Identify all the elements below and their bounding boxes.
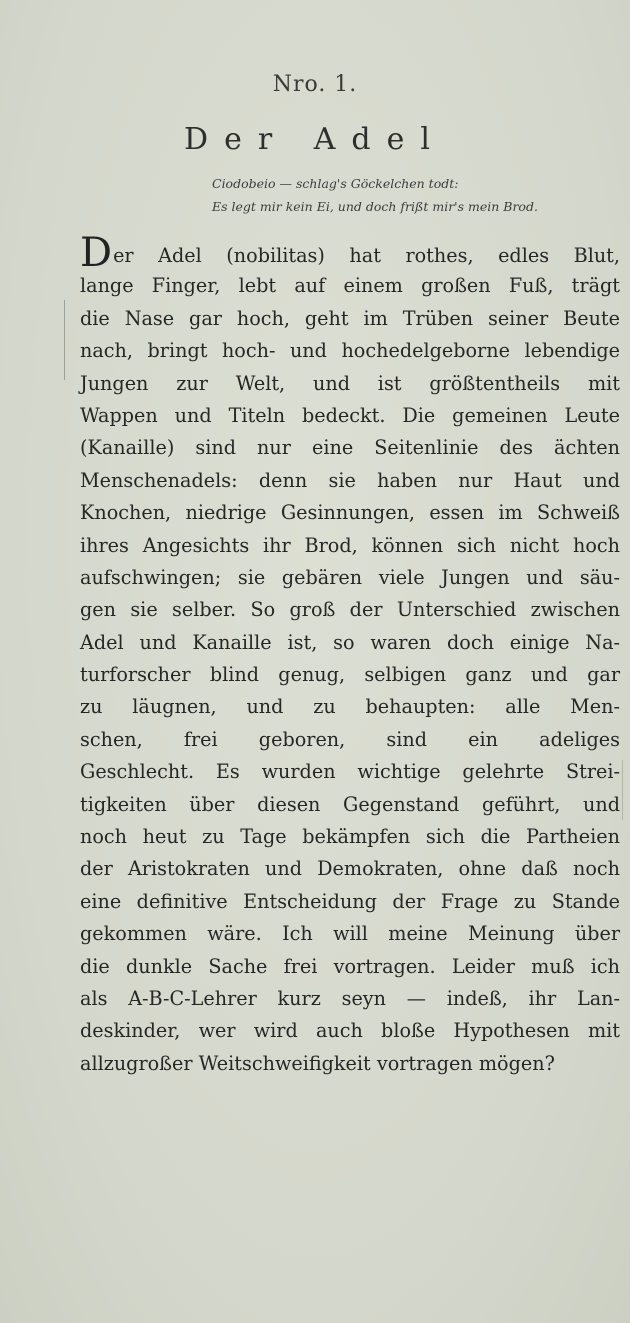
text-line: eine definitive Entscheidung der Frage zu Stande (80, 889, 620, 913)
first-line-text: er Adel (nobilitas) hat rothes, edles Blut, (113, 244, 620, 267)
text-line: Jungen zur Welt, und ist größtentheils mit (80, 371, 620, 395)
text-line: deskinder, wer wird auch bloße Hypothesen mit (80, 1019, 620, 1043)
text-line: Adel und Kanaille ist, so waren doch einige Na- (80, 630, 620, 654)
text-line: aufschwingen; sie gebären viele Jungen und säu- (80, 565, 620, 589)
text-line: allzugroßer Weitschweifigkeit vortragen mögen? (80, 1051, 555, 1075)
text-line: nach, bringt hoch- und hochedelgeborne lebendige (80, 339, 620, 363)
body-text (80, 230, 620, 1080)
text-line: ihres Angesichts ihr Brod, können sich nicht hoch (80, 533, 620, 557)
motto-line: Ciodobeio — schlag's Göckelchen todt: (212, 176, 459, 191)
motto-line: Es legt mir kein Ei, und doch frißt mir's mein Brod. (212, 199, 538, 214)
page-number: Nro. 1. (272, 72, 358, 97)
text-line: zu läugnen, und zu behaupten: alle Men- (80, 695, 620, 719)
text-line: Wappen und Titeln bedeckt. Die gemeinen Leute (80, 403, 620, 427)
text-line: gekommen wäre. Ich will meine Meinung über (80, 922, 620, 946)
drop-cap: D (80, 230, 113, 276)
text-line: lange Finger, lebt auf einem großen Fuß, trägt (80, 274, 620, 298)
page-title: Der Adel (184, 122, 446, 157)
text-line (80, 230, 620, 276)
text-line: tigkeiten über diesen Gegenstand geführt, und (80, 792, 620, 816)
text-line: gen sie selber. So groß der Unterschied zwischen (80, 598, 620, 622)
text-line: als A-B-C-Lehrer kurz seyn — indeß, ihr Lan- (80, 986, 620, 1010)
text-line: der Aristokraten und Demokraten, ohne daß noch (80, 857, 620, 881)
text-line: die dunkle Sache frei vortragen. Leider muß ich (80, 954, 620, 978)
margin-mark (622, 760, 623, 820)
text-line: Menschenadels: denn sie haben nur Haut und (80, 468, 620, 492)
text-line: noch heut zu Tage bekämpfen sich die Partheien (80, 825, 620, 849)
text-line: die Nase gar hoch, geht im Trüben seiner Beute (80, 306, 620, 330)
text-line: Knochen, niedrige Gesinnungen, essen im Schweiß (80, 501, 620, 525)
text-line: (Kanaille) sind nur eine Seitenlinie des ächten (80, 436, 620, 460)
text-line: turforscher blind genug, selbigen ganz und gar (80, 663, 620, 687)
margin-mark (64, 300, 65, 380)
text-line: Geschlecht. Es wurden wichtige gelehrte Strei- (80, 760, 620, 784)
text-line: schen, frei geboren, sind ein adeliges (80, 727, 620, 751)
